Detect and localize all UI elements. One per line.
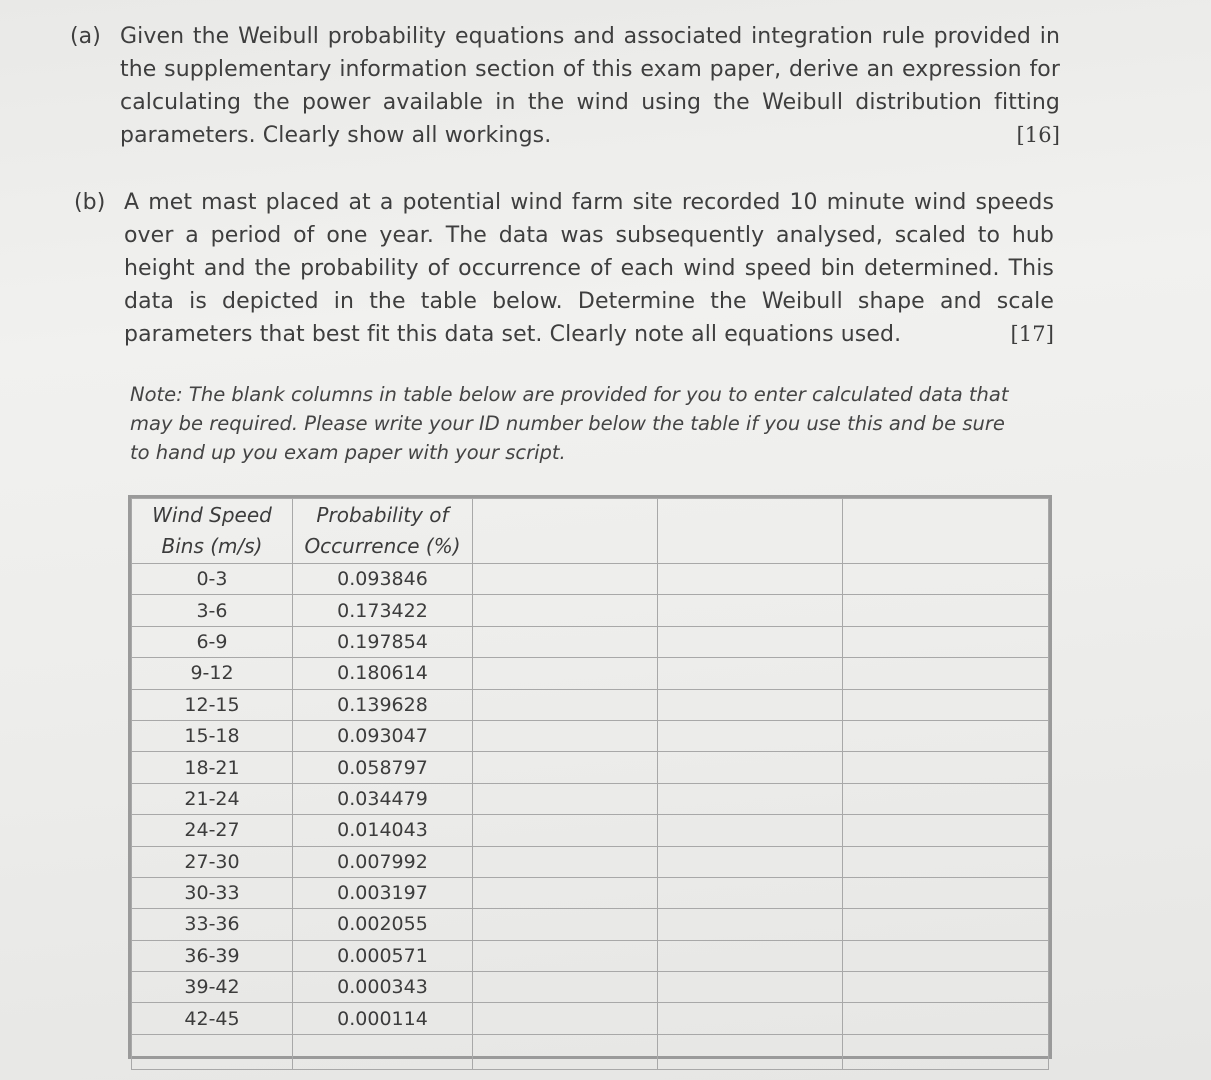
table-row <box>132 564 1049 595</box>
table-note: Note: The blank columns in table below are provided for you to enter calculated data that may be required. Please write your ID number below the table if you use this and be sure to hand up you exam paper with your script. <box>130 383 1009 464</box>
table-row <box>132 877 1049 908</box>
question-b <box>74 186 1054 351</box>
blank-entry-cell <box>473 877 658 908</box>
probability-cell: 0.000343 <box>293 972 473 1003</box>
blank-entry-cell <box>473 689 658 720</box>
probability-cell: 0.173422 <box>293 595 473 626</box>
question-a-label: (a) <box>70 24 101 49</box>
blank-entry-cell <box>132 1034 293 1069</box>
table-row <box>132 752 1049 783</box>
blank-entry-cell <box>473 815 658 846</box>
blank-entry-cell <box>843 940 1049 971</box>
table-row <box>132 720 1049 751</box>
blank-entry-cell <box>658 689 843 720</box>
table-row <box>132 940 1049 971</box>
probability-cell: 0.002055 <box>293 909 473 940</box>
blank-entry-cell <box>473 783 658 814</box>
blank-entry-cell <box>473 909 658 940</box>
blank-entry-cell <box>658 658 843 689</box>
blank-entry-cell <box>658 909 843 940</box>
question-a <box>70 20 1060 152</box>
probability-cell: 0.003197 <box>293 877 473 908</box>
blank-entry-cell <box>473 752 658 783</box>
header-probability-line2: Occurrence (%) <box>304 534 461 558</box>
blank-entry-cell <box>473 1003 658 1034</box>
blank-entry-cell <box>473 846 658 877</box>
wind-speed-bin-cell: 6-9 <box>132 626 293 657</box>
wind-speed-bin-cell: 42-45 <box>132 1003 293 1034</box>
table-row <box>132 658 1049 689</box>
blank-entry-cell <box>658 720 843 751</box>
header-wind-speed-line1: Wind Speed <box>152 503 272 527</box>
question-a-text: Given the Weibull probability equations and associated integration rule provided in the supplementary information section of this exam paper, derive an expression for calculating the power available in the wind using the Weibull distribution fitting parameters. Clearly show all workings. <box>120 24 1060 148</box>
blank-entry-cell <box>658 783 843 814</box>
blank-entry-cell <box>658 815 843 846</box>
wind-speed-bin-cell: 9-12 <box>132 658 293 689</box>
blank-entry-cell <box>658 877 843 908</box>
blank-entry-cell <box>658 752 843 783</box>
table-header-row <box>132 499 1049 564</box>
blank-entry-cell <box>843 752 1049 783</box>
blank-entry-cell <box>843 783 1049 814</box>
blank-entry-cell <box>843 720 1049 751</box>
blank-entry-cell <box>473 1034 658 1069</box>
question-b-marks: [17] <box>1010 322 1054 346</box>
table-row <box>132 783 1049 814</box>
question-b-text-block <box>124 186 1054 351</box>
blank-entry-cell <box>473 564 658 595</box>
header-wind-speed <box>132 499 293 564</box>
blank-entry-cell <box>843 1034 1049 1069</box>
blank-entry-cell <box>473 940 658 971</box>
wind-speed-bin-cell: 3-6 <box>132 595 293 626</box>
blank-entry-cell <box>658 626 843 657</box>
table-row <box>132 595 1049 626</box>
probability-cell: 0.197854 <box>293 626 473 657</box>
blank-entry-cell <box>843 846 1049 877</box>
wind-speed-bin-cell: 12-15 <box>132 689 293 720</box>
probability-cell: 0.093846 <box>293 564 473 595</box>
question-a-marks: [16] <box>1016 123 1060 147</box>
wind-speed-bin-cell: 21-24 <box>132 783 293 814</box>
blank-entry-cell <box>843 595 1049 626</box>
blank-entry-cell <box>843 658 1049 689</box>
wind-speed-bin-cell: 27-30 <box>132 846 293 877</box>
wind-speed-bin-cell: 33-36 <box>132 909 293 940</box>
wind-speed-bin-cell: 0-3 <box>132 564 293 595</box>
blank-entry-cell <box>658 595 843 626</box>
header-blank-3 <box>843 499 1049 564</box>
blank-entry-cell <box>658 972 843 1003</box>
blank-entry-cell <box>473 720 658 751</box>
question-b-label: (b) <box>74 190 106 215</box>
wind-speed-bin-cell: 15-18 <box>132 720 293 751</box>
probability-cell: 0.180614 <box>293 658 473 689</box>
table-row <box>132 909 1049 940</box>
probability-cell: 0.000571 <box>293 940 473 971</box>
blank-entry-cell <box>658 940 843 971</box>
blank-entry-cell <box>843 877 1049 908</box>
blank-entry-cell <box>843 909 1049 940</box>
data-table <box>131 498 1049 1070</box>
blank-entry-cell <box>658 564 843 595</box>
blank-entry-cell <box>843 1003 1049 1034</box>
header-blank-2 <box>658 499 843 564</box>
wind-speed-bin-cell: 36-39 <box>132 940 293 971</box>
blank-entry-cell <box>843 972 1049 1003</box>
probability-cell: 0.139628 <box>293 689 473 720</box>
table-body <box>132 564 1049 1070</box>
wind-speed-table <box>128 495 1052 1059</box>
table-row <box>132 626 1049 657</box>
probability-cell: 0.007992 <box>293 846 473 877</box>
wind-speed-bin-cell: 30-33 <box>132 877 293 908</box>
blank-entry-cell <box>658 1003 843 1034</box>
table-row <box>132 815 1049 846</box>
wind-speed-bin-cell: 18-21 <box>132 752 293 783</box>
header-probability-line1: Probability of <box>316 503 449 527</box>
probability-cell: 0.014043 <box>293 815 473 846</box>
blank-entry-cell <box>293 1034 473 1069</box>
blank-entry-cell <box>843 815 1049 846</box>
question-b-text: A met mast placed at a potential wind farm site recorded 10 minute wind speeds over a period of one year. The data was subsequently analysed, scaled to hub height and the probability of occurrence of each wind speed bin determined. This data is depicted in the table below. Determine the Weibull shape and scale parameters that best fit this data set. Clearly note all equations used. <box>124 190 1054 347</box>
probability-cell: 0.000114 <box>293 1003 473 1034</box>
blank-entry-cell <box>843 564 1049 595</box>
probability-cell: 0.058797 <box>293 752 473 783</box>
header-wind-speed-line2: Bins (m/s) <box>161 534 263 558</box>
blank-entry-cell <box>473 595 658 626</box>
blank-entry-cell <box>473 658 658 689</box>
table-row <box>132 972 1049 1003</box>
table-row <box>132 689 1049 720</box>
table-row <box>132 1003 1049 1034</box>
blank-entry-cell <box>658 846 843 877</box>
blank-entry-cell <box>658 1034 843 1069</box>
table-row <box>132 846 1049 877</box>
wind-speed-bin-cell: 39-42 <box>132 972 293 1003</box>
blank-entry-cell <box>473 972 658 1003</box>
header-probability <box>293 499 473 564</box>
blank-entry-cell <box>843 626 1049 657</box>
blank-row <box>132 1034 1049 1069</box>
question-a-text-block <box>120 20 1060 152</box>
blank-entry-cell <box>473 626 658 657</box>
header-blank-1 <box>473 499 658 564</box>
wind-speed-bin-cell: 24-27 <box>132 815 293 846</box>
probability-cell: 0.093047 <box>293 720 473 751</box>
probability-cell: 0.034479 <box>293 783 473 814</box>
blank-entry-cell <box>843 689 1049 720</box>
